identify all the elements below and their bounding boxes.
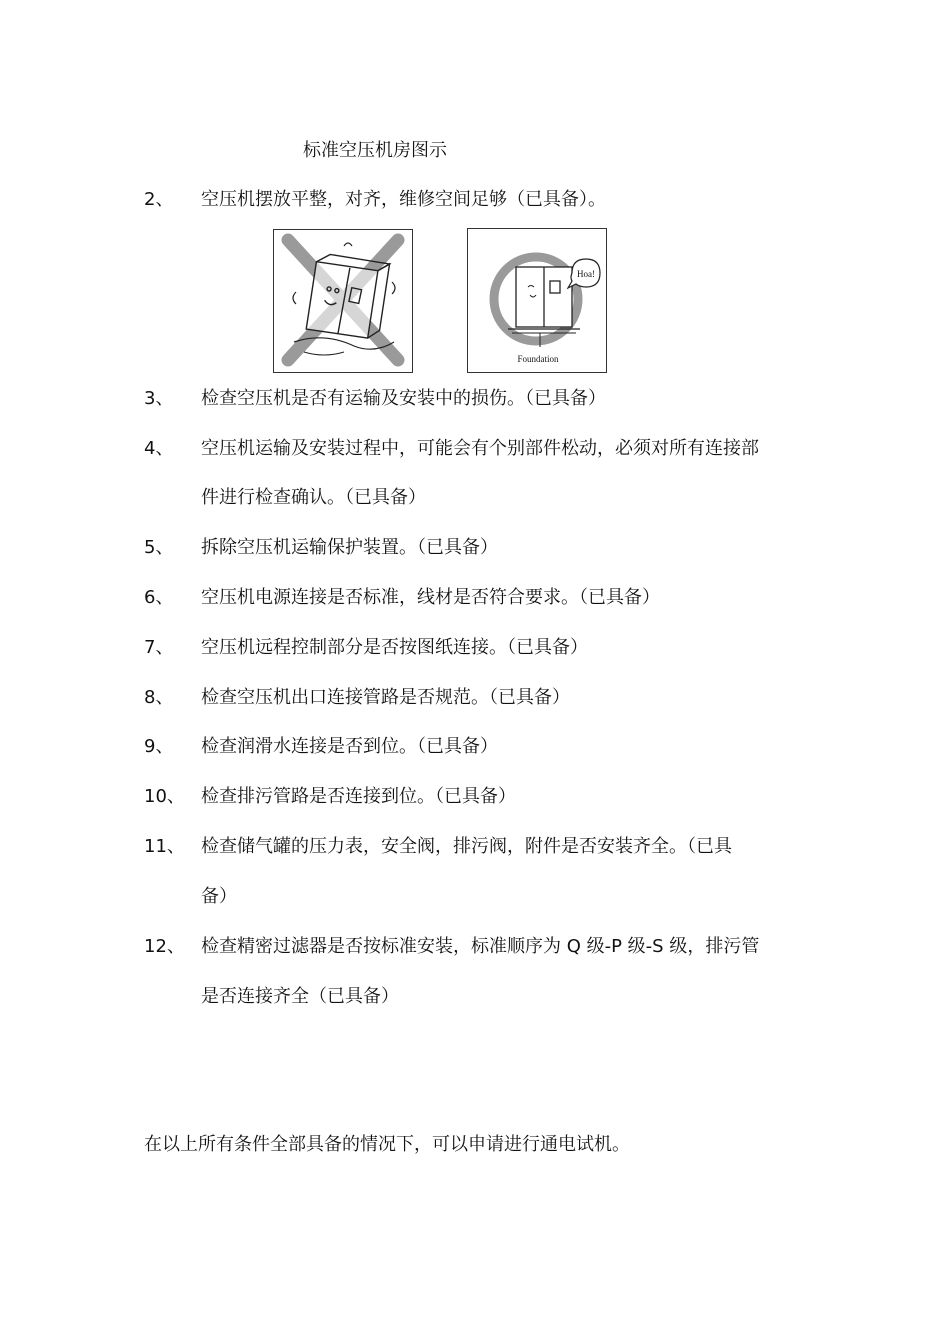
item-number: 11、 bbox=[144, 836, 185, 857]
item-number: 9、 bbox=[144, 736, 174, 757]
item-text: 空压机电源连接是否标准，线材是否符合要求。（已具备） bbox=[201, 587, 660, 608]
item-text: 空压机运输及安装过程中，可能会有个别部件松动，必须对所有连接部 bbox=[201, 438, 759, 459]
item-text: 检查储气罐的压力表，安全阀，排污阀，附件是否安装齐全。（已具 bbox=[201, 836, 732, 857]
item-text: 检查排污管路是否连接到位。（已具备） bbox=[201, 786, 516, 807]
item-text: 拆除空压机运输保护装置。（已具备） bbox=[201, 537, 498, 558]
illustration-compressor-on-foundation bbox=[468, 229, 606, 372]
item-text: 检查空压机是否有运输及安装中的损伤。（已具备） bbox=[201, 388, 606, 409]
item-number: 12、 bbox=[144, 936, 185, 957]
item-text-continued: 是否连接齐全（已具备） bbox=[201, 986, 399, 1007]
item-number: 4、 bbox=[144, 438, 174, 459]
conclusion-text: 在以上所有条件全部具备的情况下，可以申请进行通电试机。 bbox=[144, 1134, 630, 1155]
item-text-continued: 备） bbox=[201, 886, 237, 907]
figure-correct-installation bbox=[467, 228, 607, 373]
item-text-continued: 件进行检查确认。（已具备） bbox=[201, 487, 426, 508]
item-number: 2、 bbox=[144, 189, 174, 210]
item-number: 8、 bbox=[144, 687, 174, 708]
speech-bubble-text: Hoa! bbox=[577, 269, 595, 279]
item-number: 10、 bbox=[144, 786, 185, 807]
item-number: 5、 bbox=[144, 537, 174, 558]
figure-caption: 标准空压机房图示 bbox=[303, 140, 447, 161]
item-text: 检查空压机出口连接管路是否规范。（已具备） bbox=[201, 687, 570, 708]
item-number: 3、 bbox=[144, 388, 174, 409]
foundation-label: Foundation bbox=[517, 354, 559, 364]
item-text: 空压机摆放平整，对齐，维修空间足够（已具备）。 bbox=[201, 189, 606, 210]
item-text: 空压机远程控制部分是否按图纸连接。（已具备） bbox=[201, 637, 588, 658]
item-text: 检查润滑水连接是否到位。（已具备） bbox=[201, 736, 498, 757]
illustration-tilted-compressor bbox=[274, 230, 412, 372]
figure-wrong-installation bbox=[273, 229, 413, 373]
item-number: 7、 bbox=[144, 637, 174, 658]
item-number: 6、 bbox=[144, 587, 174, 608]
item-text: 检查精密过滤器是否按标准安装，标准顺序为 Q 级-P 级-S 级，排污管 bbox=[201, 936, 760, 957]
